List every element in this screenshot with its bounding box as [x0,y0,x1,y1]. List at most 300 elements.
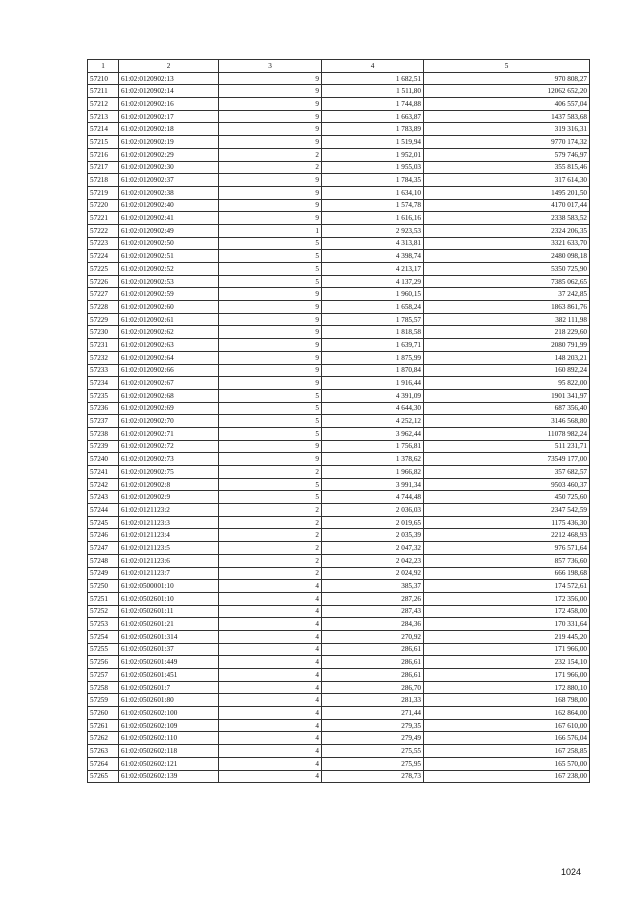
group-code-cell: 4 [219,592,322,605]
table-row [88,630,590,643]
cadastral-number-cell: 61:02:0120902:9 [119,491,219,504]
group-code-cell: 4 [219,707,322,720]
unit-value-cell: 1 634,10 [322,186,424,199]
group-code-cell: 2 [219,516,322,529]
cadastral-number-cell: 61:02:0120902:60 [119,301,219,314]
group-code-cell: 5 [219,491,322,504]
unit-value-cell: 1 870,84 [322,364,424,377]
table-row [88,313,590,326]
cadastral-number-cell: 61:02:0121123:5 [119,542,219,555]
row-number-cell: 57265 [88,770,119,783]
cadastral-number-cell: 61:02:0120902:67 [119,377,219,390]
row-number-cell: 57262 [88,732,119,745]
cadastral-value-cell: 1175 436,30 [424,516,590,529]
group-code-cell: 5 [219,250,322,263]
cadastral-number-cell: 61:02:0120902:53 [119,275,219,288]
group-code-cell: 9 [219,313,322,326]
group-code-cell: 4 [219,580,322,593]
table-row [88,529,590,542]
cadastral-number-cell: 61:02:0120902:49 [119,224,219,237]
cadastral-number-cell: 61:02:0502602:109 [119,719,219,732]
cadastral-value-cell: 1863 861,76 [424,301,590,314]
table-row [88,478,590,491]
row-number-cell: 57250 [88,580,119,593]
cadastral-value-cell: 172 458,00 [424,605,590,618]
group-code-cell: 4 [219,694,322,707]
table-row [88,516,590,529]
cadastral-value-cell: 2480 098,18 [424,250,590,263]
row-number-cell: 57249 [88,567,119,580]
row-number-cell: 57243 [88,491,119,504]
cadastral-value-cell: 976 571,64 [424,542,590,555]
cadastral-value-cell: 166 576,04 [424,732,590,745]
cadastral-number-cell: 61:02:0120902:73 [119,453,219,466]
cadastral-number-cell: 61:02:0120902:8 [119,478,219,491]
cadastral-number-cell: 61:02:0502601:314 [119,630,219,643]
cadastral-value-cell: 171 966,00 [424,669,590,682]
cadastral-number-cell: 61:02:0120902:29 [119,148,219,161]
table-row [88,364,590,377]
row-number-cell: 57213 [88,110,119,123]
cadastral-number-cell: 61:02:0120902:13 [119,72,219,85]
group-code-cell: 9 [219,110,322,123]
group-code-cell: 2 [219,554,322,567]
row-number-cell: 57241 [88,466,119,479]
group-code-cell: 9 [219,288,322,301]
cadastral-number-cell: 61:02:0120902:38 [119,186,219,199]
cadastral-value-cell: 2347 542,59 [424,504,590,517]
cadastral-value-cell: 687 356,40 [424,402,590,415]
unit-value-cell: 286,70 [322,681,424,694]
group-code-cell: 9 [219,364,322,377]
table-row [88,757,590,770]
group-code-cell: 4 [219,770,322,783]
unit-value-cell: 1 682,51 [322,72,424,85]
unit-value-cell: 275,95 [322,757,424,770]
cadastral-value-cell: 666 198,68 [424,567,590,580]
cadastral-number-cell: 61:02:0120902:64 [119,351,219,364]
group-code-cell: 4 [219,757,322,770]
cadastral-value-cell: 73549 177,00 [424,453,590,466]
row-number-cell: 57242 [88,478,119,491]
table-row [88,592,590,605]
group-code-cell: 9 [219,85,322,98]
unit-value-cell: 4 137,29 [322,275,424,288]
unit-value-cell: 1 658,24 [322,301,424,314]
cadastral-number-cell: 61:02:0500001:10 [119,580,219,593]
group-code-cell: 9 [219,72,322,85]
unit-value-cell: 3 991,34 [322,478,424,491]
row-number-cell: 57225 [88,263,119,276]
table-row [88,694,590,707]
table-row [88,389,590,402]
table-row [88,250,590,263]
row-number-cell: 57254 [88,630,119,643]
table-row [88,554,590,567]
row-number-cell: 57212 [88,98,119,111]
unit-value-cell: 286,61 [322,643,424,656]
unit-value-cell: 1 784,35 [322,174,424,187]
unit-value-cell: 1 952,01 [322,148,424,161]
cadastral-number-cell: 61:02:0502602:100 [119,707,219,720]
cadastral-value-cell: 95 822,00 [424,377,590,390]
row-number-cell: 57263 [88,745,119,758]
unit-value-cell: 4 644,30 [322,402,424,415]
table-row [88,643,590,656]
cadastral-number-cell: 61:02:0120902:70 [119,415,219,428]
group-code-cell: 4 [219,681,322,694]
row-number-cell: 57215 [88,136,119,149]
cadastral-value-cell: 7385 062,65 [424,275,590,288]
table-row [88,186,590,199]
row-number-cell: 57255 [88,643,119,656]
row-number-cell: 57217 [88,161,119,174]
cadastral-number-cell: 61:02:0120902:69 [119,402,219,415]
cadastral-value-cell: 218 229,60 [424,326,590,339]
group-code-cell: 2 [219,504,322,517]
group-code-cell: 9 [219,440,322,453]
unit-value-cell: 2 042,23 [322,554,424,567]
header-col-1: 1 [88,60,119,73]
row-number-cell: 57236 [88,402,119,415]
row-number-cell: 57214 [88,123,119,136]
row-number-cell: 57226 [88,275,119,288]
unit-value-cell: 1 818,58 [322,326,424,339]
group-code-cell: 4 [219,618,322,631]
group-code-cell: 9 [219,212,322,225]
cadastral-value-cell: 357 682,57 [424,466,590,479]
unit-value-cell: 275,55 [322,745,424,758]
table-row [88,415,590,428]
row-number-cell: 57232 [88,351,119,364]
unit-value-cell: 278,73 [322,770,424,783]
unit-value-cell: 1 960,15 [322,288,424,301]
cadastral-value-cell: 1437 583,68 [424,110,590,123]
table-row [88,275,590,288]
cadastral-value-cell: 355 815,46 [424,161,590,174]
row-number-cell: 57210 [88,72,119,85]
unit-value-cell: 279,49 [322,732,424,745]
header-col-2: 2 [119,60,219,73]
cadastral-number-cell: 61:02:0120902:37 [119,174,219,187]
table-row [88,732,590,745]
cadastral-value-cell: 1495 201,50 [424,186,590,199]
cadastral-number-cell: 61:02:0121123:7 [119,567,219,580]
group-code-cell: 9 [219,301,322,314]
unit-value-cell: 4 398,74 [322,250,424,263]
table-row [88,85,590,98]
table-row [88,98,590,111]
unit-value-cell: 1 511,80 [322,85,424,98]
unit-value-cell: 281,33 [322,694,424,707]
cadastral-number-cell: 61:02:0502602:139 [119,770,219,783]
cadastral-value-cell: 382 111,98 [424,313,590,326]
cadastral-number-cell: 61:02:0120902:71 [119,427,219,440]
group-code-cell: 9 [219,453,322,466]
table-header-row [88,60,590,73]
cadastral-value-cell: 162 864,00 [424,707,590,720]
row-number-cell: 57230 [88,326,119,339]
group-code-cell: 4 [219,745,322,758]
unit-value-cell: 287,26 [322,592,424,605]
cadastral-value-cell: 219 445,20 [424,630,590,643]
group-code-cell: 5 [219,237,322,250]
cadastral-value-cell: 165 570,00 [424,757,590,770]
cadastral-number-cell: 61:02:0502601:7 [119,681,219,694]
table-row [88,301,590,314]
table-row [88,288,590,301]
unit-value-cell: 1 783,89 [322,123,424,136]
group-code-cell: 9 [219,123,322,136]
row-number-cell: 57259 [88,694,119,707]
unit-value-cell: 1 875,99 [322,351,424,364]
cadastral-value-cell: 12062 652,20 [424,85,590,98]
cadastral-value-cell: 171 966,00 [424,643,590,656]
group-code-cell: 5 [219,427,322,440]
row-number-cell: 57239 [88,440,119,453]
group-code-cell: 4 [219,719,322,732]
table-row [88,351,590,364]
group-code-cell: 9 [219,351,322,364]
cadastral-value-cell: 9503 460,37 [424,478,590,491]
row-number-cell: 57234 [88,377,119,390]
cadastral-value-cell: 2324 206,35 [424,224,590,237]
row-number-cell: 57220 [88,199,119,212]
table-row [88,72,590,85]
table-row [88,402,590,415]
row-number-cell: 57244 [88,504,119,517]
row-number-cell: 57224 [88,250,119,263]
row-number-cell: 57222 [88,224,119,237]
cadastral-value-cell: 9770 174,32 [424,136,590,149]
cadastral-value-cell: 2338 583,52 [424,212,590,225]
group-code-cell: 9 [219,186,322,199]
table-row [88,440,590,453]
row-number-cell: 57264 [88,757,119,770]
unit-value-cell: 270,92 [322,630,424,643]
row-number-cell: 57258 [88,681,119,694]
group-code-cell: 5 [219,263,322,276]
cadastral-value-cell: 148 203,21 [424,351,590,364]
group-code-cell: 1 [219,224,322,237]
cadastral-number-cell: 61:02:0502602:121 [119,757,219,770]
group-code-cell: 9 [219,326,322,339]
table-row [88,719,590,732]
cadastral-number-cell: 61:02:0502601:80 [119,694,219,707]
cadastral-value-cell: 970 808,27 [424,72,590,85]
cadastral-number-cell: 61:02:0120902:51 [119,250,219,263]
unit-value-cell: 4 213,17 [322,263,424,276]
unit-value-cell: 279,35 [322,719,424,732]
row-number-cell: 57247 [88,542,119,555]
header-col-5: 5 [424,60,590,73]
group-code-cell: 9 [219,377,322,390]
cadastral-value-cell: 11078 982,24 [424,427,590,440]
cadastral-number-cell: 61:02:0120902:18 [119,123,219,136]
unit-value-cell: 1 785,57 [322,313,424,326]
cadastral-number-cell: 61:02:0120902:40 [119,199,219,212]
unit-value-cell: 2 035,39 [322,529,424,542]
row-number-cell: 57261 [88,719,119,732]
cadastral-value-cell: 172 880,10 [424,681,590,694]
cadastral-value-cell: 167 610,00 [424,719,590,732]
cadastral-number-cell: 61:02:0502601:449 [119,656,219,669]
cadastral-value-table [87,59,590,783]
group-code-cell: 2 [219,542,322,555]
table-row [88,136,590,149]
table-row [88,427,590,440]
unit-value-cell: 286,61 [322,669,424,682]
cadastral-number-cell: 61:02:0120902:59 [119,288,219,301]
row-number-cell: 57253 [88,618,119,631]
unit-value-cell: 2 923,53 [322,224,424,237]
group-code-cell: 4 [219,643,322,656]
group-code-cell: 5 [219,415,322,428]
table-row [88,174,590,187]
cadastral-value-cell: 160 892,24 [424,364,590,377]
table-row [88,745,590,758]
cadastral-number-cell: 61:02:0502601:21 [119,618,219,631]
unit-value-cell: 284,36 [322,618,424,631]
unit-value-cell: 1 966,82 [322,466,424,479]
unit-value-cell: 2 047,32 [322,542,424,555]
row-number-cell: 57219 [88,186,119,199]
header-col-3: 3 [219,60,322,73]
unit-value-cell: 287,43 [322,605,424,618]
cadastral-value-cell: 319 316,31 [424,123,590,136]
row-number-cell: 57246 [88,529,119,542]
row-number-cell: 57229 [88,313,119,326]
table-row [88,669,590,682]
cadastral-number-cell: 61:02:0120902:52 [119,263,219,276]
row-number-cell: 57216 [88,148,119,161]
group-code-cell: 4 [219,732,322,745]
table-row [88,453,590,466]
cadastral-number-cell: 61:02:0120902:17 [119,110,219,123]
group-code-cell: 5 [219,275,322,288]
cadastral-number-cell: 61:02:0121123:6 [119,554,219,567]
table-row [88,123,590,136]
cadastral-value-cell: 172 356,00 [424,592,590,605]
row-number-cell: 57221 [88,212,119,225]
cadastral-value-cell: 4170 017,44 [424,199,590,212]
cadastral-number-cell: 61:02:0121123:3 [119,516,219,529]
cadastral-number-cell: 61:02:0120902:30 [119,161,219,174]
row-number-cell: 57260 [88,707,119,720]
unit-value-cell: 1 574,78 [322,199,424,212]
row-number-cell: 57218 [88,174,119,187]
table-row [88,580,590,593]
cadastral-number-cell: 61:02:0120902:63 [119,339,219,352]
table-row [88,263,590,276]
group-code-cell: 5 [219,478,322,491]
cadastral-value-cell: 37 242,85 [424,288,590,301]
row-number-cell: 57237 [88,415,119,428]
cadastral-number-cell: 61:02:0502602:110 [119,732,219,745]
page-number: 1024 [561,867,582,877]
cadastral-value-cell: 168 798,00 [424,694,590,707]
cadastral-number-cell: 61:02:0120902:66 [119,364,219,377]
group-code-cell: 9 [219,199,322,212]
table-row [88,237,590,250]
cadastral-number-cell: 61:02:0120902:41 [119,212,219,225]
table-row [88,681,590,694]
unit-value-cell: 4 744,48 [322,491,424,504]
cadastral-value-cell: 232 154,10 [424,656,590,669]
group-code-cell: 2 [219,148,322,161]
unit-value-cell: 2 036,03 [322,504,424,517]
table-row [88,377,590,390]
unit-value-cell: 2 024,92 [322,567,424,580]
group-code-cell: 2 [219,161,322,174]
table-row [88,707,590,720]
row-number-cell: 57252 [88,605,119,618]
group-code-cell: 4 [219,630,322,643]
table-row [88,199,590,212]
row-number-cell: 57211 [88,85,119,98]
cadastral-number-cell: 61:02:0120902:72 [119,440,219,453]
cadastral-value-cell: 511 231,71 [424,440,590,453]
table-row [88,110,590,123]
row-number-cell: 57248 [88,554,119,567]
cadastral-value-cell: 167 238,00 [424,770,590,783]
cadastral-value-cell: 2212 468,93 [424,529,590,542]
cadastral-value-cell: 317 614,30 [424,174,590,187]
cadastral-number-cell: 61:02:0502601:10 [119,592,219,605]
cadastral-number-cell: 61:02:0120902:75 [119,466,219,479]
row-number-cell: 57257 [88,669,119,682]
cadastral-number-cell: 61:02:0502601:11 [119,605,219,618]
group-code-cell: 2 [219,466,322,479]
group-code-cell: 4 [219,605,322,618]
table-row [88,148,590,161]
unit-value-cell: 4 252,12 [322,415,424,428]
unit-value-cell: 2 019,65 [322,516,424,529]
group-code-cell: 9 [219,339,322,352]
row-number-cell: 57245 [88,516,119,529]
cadastral-value-cell: 170 331,64 [424,618,590,631]
cadastral-number-cell: 61:02:0502601:37 [119,643,219,656]
table-row [88,656,590,669]
row-number-cell: 57240 [88,453,119,466]
cadastral-value-cell: 5350 725,90 [424,263,590,276]
unit-value-cell: 1 378,62 [322,453,424,466]
cadastral-number-cell: 61:02:0120902:68 [119,389,219,402]
unit-value-cell: 1 616,16 [322,212,424,225]
unit-value-cell: 271,44 [322,707,424,720]
table-row [88,466,590,479]
cadastral-value-cell: 2080 791,99 [424,339,590,352]
row-number-cell: 57227 [88,288,119,301]
unit-value-cell: 1 744,88 [322,98,424,111]
table-row [88,605,590,618]
group-code-cell: 9 [219,136,322,149]
cadastral-value-cell: 174 572,61 [424,580,590,593]
cadastral-number-cell: 61:02:0120902:14 [119,85,219,98]
unit-value-cell: 1 639,71 [322,339,424,352]
cadastral-value-cell: 3321 633,70 [424,237,590,250]
row-number-cell: 57233 [88,364,119,377]
row-number-cell: 57238 [88,427,119,440]
cadastral-value-cell: 1901 341,97 [424,389,590,402]
cadastral-value-cell: 450 725,60 [424,491,590,504]
unit-value-cell: 4 313,81 [322,237,424,250]
table-row [88,212,590,225]
cadastral-number-cell: 61:02:0120902:61 [119,313,219,326]
cadastral-number-cell: 61:02:0120902:62 [119,326,219,339]
table-row [88,770,590,783]
cadastral-value-cell: 406 557,04 [424,98,590,111]
